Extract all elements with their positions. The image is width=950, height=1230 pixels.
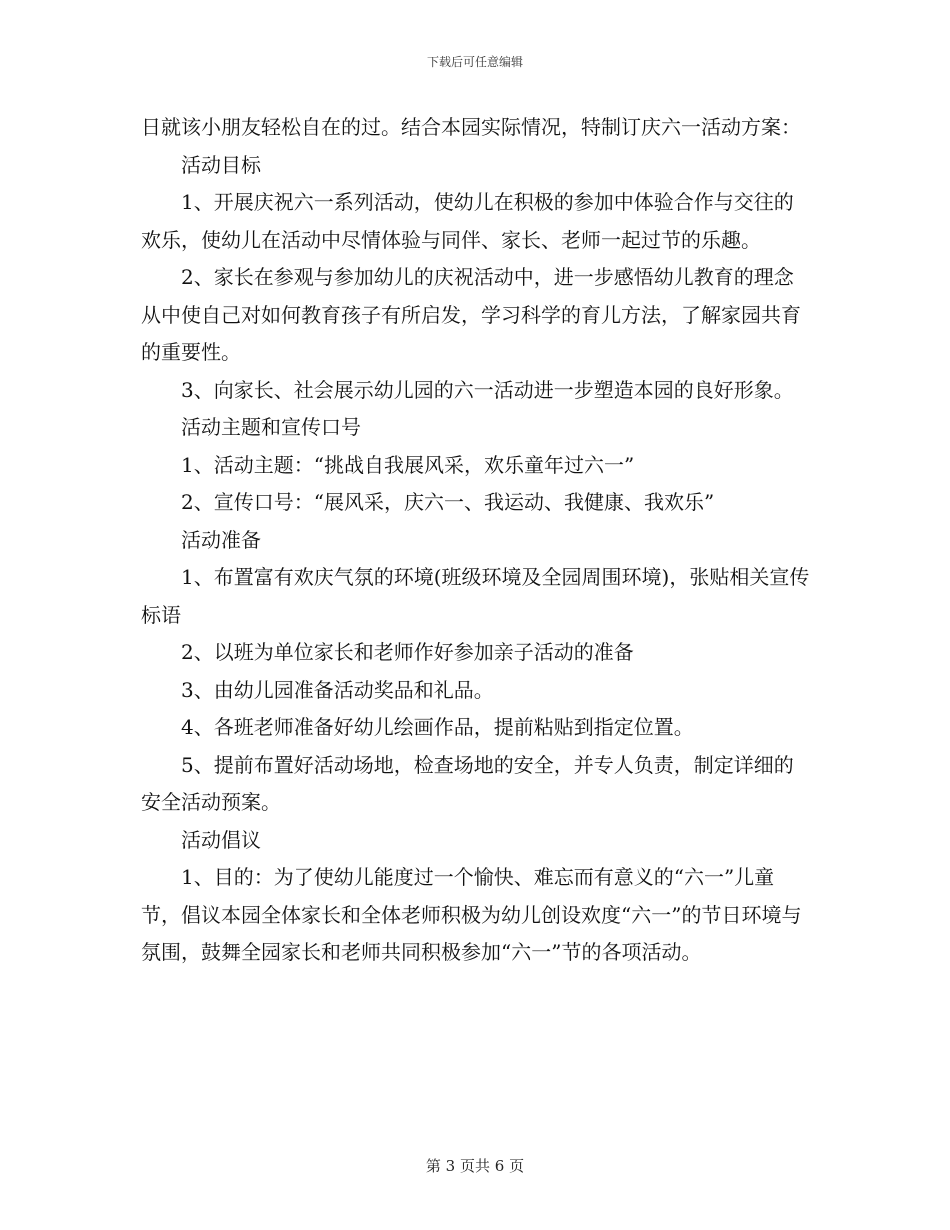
list-item: 2、宣传口号：“展风采，庆六一、我运动、我健康、我欢乐” [181, 490, 715, 514]
page-footer: 第 3 页共 6 页 [425, 1157, 525, 1175]
document-body [141, 109, 811, 972]
list-item: 3、由幼儿园准备活动奖品和礼品。 [181, 677, 494, 702]
section-heading: 活动准备 [181, 527, 261, 552]
page-header: 下载后可任意编辑 [426, 55, 523, 69]
list-item: 1、目的：为了使幼儿能度过一个愉快、难忘而有意义的“六一”儿童节，倡议本园全体家长和全体老师积极为幼儿创设欢度“六一”的节日环境与氛围，鼓舞全园家长和老师共同积极参加“六一”节的各项活动。 [141, 865, 802, 964]
list-item: 3、向家长、社会展示幼儿园的六一活动进一步塑造本园的良好形象。 [181, 377, 794, 402]
body-paragraph: 日就该小朋友轻松自在的过。结合本园实际情况，特制订庆六一活动方案： [141, 115, 801, 139]
list-item: 5、提前布置好活动场地，检查场地的安全，并专人负责，制定详细的安全活动预案。 [141, 752, 794, 814]
list-item: 2、以班为单位家长和老师作好参加亲子活动的准备 [181, 640, 634, 664]
list-item: 1、开展庆祝六一系列活动，使幼儿在积极的参加中体验合作与交往的欢乐，使幼儿在活动中尽情体验与同伴、家长、老师一起过节的乐趣。 [141, 190, 794, 252]
list-item: 4、各班老师准备好幼儿绘画作品，提前粘贴到指定位置。 [181, 715, 694, 739]
list-item: 1、活动主题：“挑战自我展风采，欢乐童年过六一” [181, 452, 635, 477]
list-item: 1、布置富有欢庆气氛的环境(班级环境及全园周围环境)，张贴相关宣传标语 [141, 565, 810, 627]
list-item: 2、家长在参观与参加幼儿的庆祝活动中，进一步感悟幼儿教育的理念从中使自己对如何教育孩子有所启发，学习科学的育儿方法，了解家园共育的重要性。 [141, 265, 801, 364]
section-heading: 活动倡议 [181, 827, 261, 852]
section-heading: 活动目标 [181, 152, 261, 177]
section-heading: 活动主题和宣传口号 [181, 415, 361, 439]
